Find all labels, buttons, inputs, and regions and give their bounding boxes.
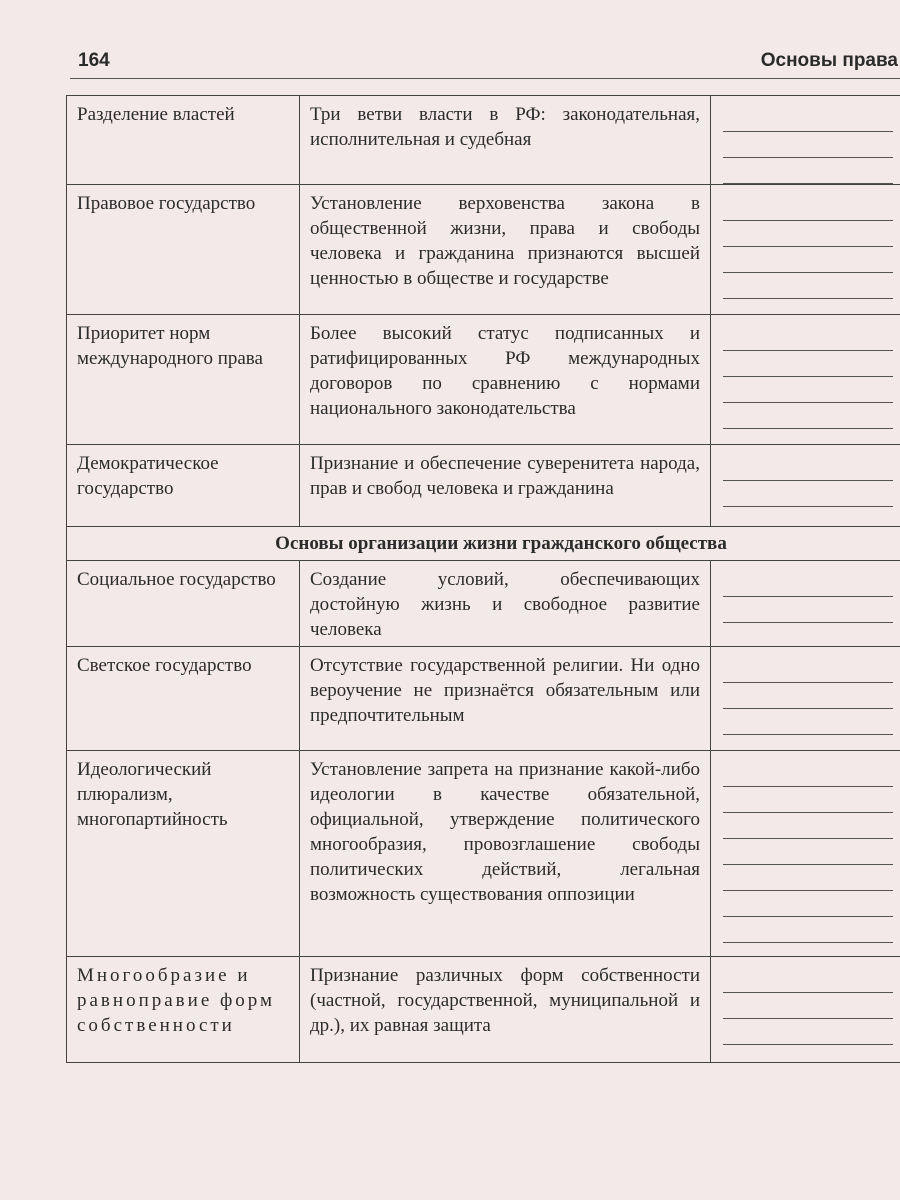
group-heading: Основы организации жизни гражданского общества [67, 527, 900, 561]
answer-line[interactable] [723, 761, 893, 787]
description-cell: Установление верховенства закона в общественной жизни, права и свободы человека и гражданина признаются высшей ценностью в обществе и государстве [300, 185, 711, 315]
table-row [67, 957, 900, 1063]
table-row [67, 647, 900, 751]
answer-line[interactable] [723, 273, 893, 299]
description-cell: Установление запрета на признание какой-либо идеологии в качестве обязательной, официальной, утверждение политического многообразия, провозглашение свободы политических действий, легальная возможность существования оппозиции [300, 751, 711, 957]
answer-cell [711, 561, 900, 647]
term-cell: Демократическое государство [67, 445, 300, 527]
section-title: Основы права [760, 50, 898, 71]
answer-line[interactable] [723, 709, 893, 735]
description-cell: Более высокий статус подписанных и ратифицированных РФ международных договоров по сравнению с нормами национального законодательства [300, 315, 711, 445]
table-row [67, 185, 900, 315]
answer-line[interactable] [723, 597, 893, 623]
page-number: 164 [78, 50, 110, 71]
answer-line[interactable] [723, 325, 893, 351]
table-row [67, 445, 900, 527]
term-cell: Разделение властей [67, 96, 300, 185]
answer-line[interactable] [723, 571, 893, 597]
description-cell: Признание различных форм собственности (частной, государственной, муниципальной и др.), их равная защита [300, 957, 711, 1063]
header-rule [70, 78, 900, 79]
answer-cell [711, 96, 900, 185]
description-cell: Признание и обеспечение суверенитета народа, прав и свобод человека и гражданина [300, 445, 711, 527]
table-row [67, 561, 900, 647]
description-cell: Создание условий, обеспечивающих достойную жизнь и свободное развитие человека [300, 561, 711, 647]
answer-line[interactable] [723, 993, 893, 1019]
answer-line[interactable] [723, 158, 893, 184]
description-cell: Отсутствие государственной религии. Ни одно вероучение не признаётся обязательным или предпочтительным [300, 647, 711, 751]
answer-cell [711, 957, 900, 1063]
table-row [67, 751, 900, 957]
answer-line[interactable] [723, 683, 893, 709]
description-cell: Три ветви власти в РФ: законодательная, исполнительная и судебная [300, 96, 711, 185]
answer-cell [711, 751, 900, 957]
page-header [70, 48, 900, 80]
group-heading-row [67, 527, 900, 561]
answer-line[interactable] [723, 917, 893, 943]
table-row [67, 315, 900, 445]
term-cell: Социальное государство [67, 561, 300, 647]
answer-line[interactable] [723, 891, 893, 917]
answer-line[interactable] [723, 865, 893, 891]
answer-line[interactable] [723, 657, 893, 683]
answer-line[interactable] [723, 377, 893, 403]
answer-cell [711, 647, 900, 751]
table-row [67, 96, 900, 185]
answer-line[interactable] [723, 813, 893, 839]
term-cell: Идеологический плюрализм, многопартийность [67, 751, 300, 957]
answer-line[interactable] [723, 247, 893, 273]
term-cell: Многообразие и равноправие форм собственности [67, 957, 300, 1063]
term-cell: Светское государство [67, 647, 300, 751]
answer-line[interactable] [723, 1019, 893, 1045]
answer-line[interactable] [723, 787, 893, 813]
answer-cell [711, 185, 900, 315]
term-cell: Правовое государство [67, 185, 300, 315]
answer-line[interactable] [723, 106, 893, 132]
answer-line[interactable] [723, 132, 893, 158]
answer-line[interactable] [723, 839, 893, 865]
principles-table [66, 95, 900, 1063]
answer-line[interactable] [723, 481, 893, 507]
answer-line[interactable] [723, 351, 893, 377]
answer-cell [711, 315, 900, 445]
answer-line[interactable] [723, 221, 893, 247]
answer-line[interactable] [723, 455, 893, 481]
term-cell: Приоритет норм международного права [67, 315, 300, 445]
answer-cell [711, 445, 900, 527]
answer-line[interactable] [723, 403, 893, 429]
answer-line[interactable] [723, 967, 893, 993]
answer-line[interactable] [723, 195, 893, 221]
